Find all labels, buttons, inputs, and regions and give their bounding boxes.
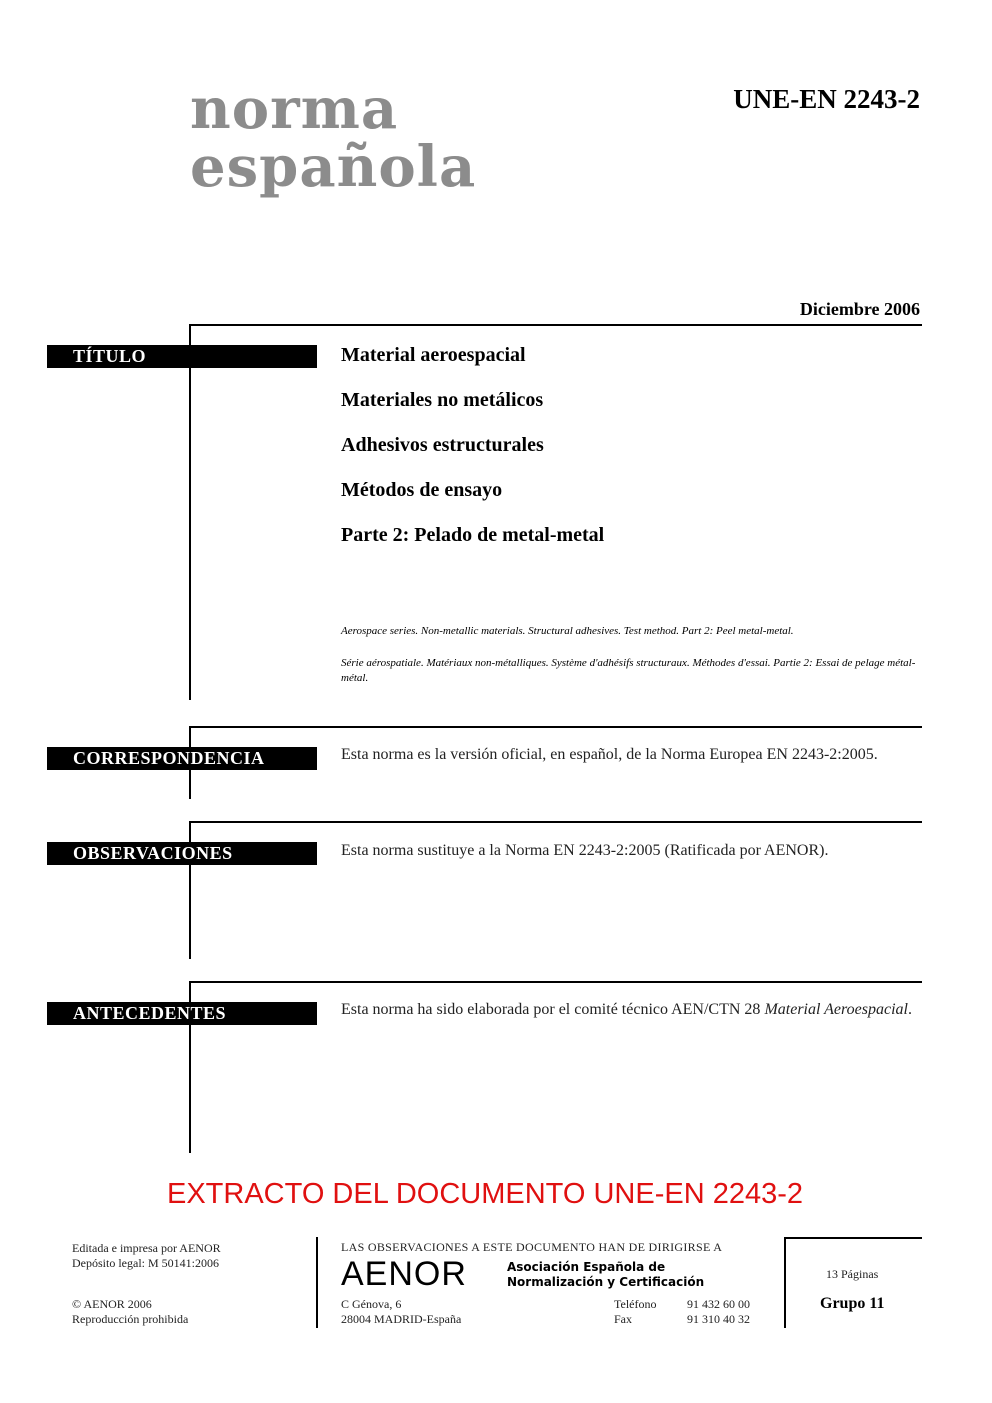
aenor-assoc-line-1: Asociación Española de — [507, 1260, 666, 1274]
french-title: Série aérospatiale. Matériaux non-métalliques. Système d'adhésifs structuraux. Méthodes d'essai. Partie 2: Essai de pelage métal-métal. — [341, 657, 916, 684]
norma-line-2: española — [190, 134, 477, 200]
antecedentes-top-rule — [189, 981, 922, 983]
aenor-association-name — [507, 1260, 704, 1290]
antecedentes-text-italic: Material Aeroespacial — [764, 1001, 908, 1018]
english-title: Aerospace series. Non-metallic materials. Structural adhesives. Test method. Part 2: Peel metal-metal. — [341, 625, 794, 637]
footer-edited: Editada e impresa por AENOR — [72, 1241, 221, 1255]
title-line-2: Materiales no metálicos — [341, 389, 544, 411]
footer-left-divider — [316, 1237, 318, 1328]
title-line-4: Métodos de ensayo — [341, 479, 503, 501]
observaciones-label: OBSERVACIONES — [47, 842, 317, 865]
correspondencia-top-rule — [189, 726, 922, 728]
footer-fax-label: Fax — [614, 1312, 632, 1326]
document-date: Diciembre 2006 — [799, 299, 920, 319]
aenor-assoc-line-2: Normalización y Certificación — [507, 1275, 705, 1289]
footer-phone-label: Teléfono — [614, 1297, 657, 1311]
title-line-5: Parte 2: Pelado de metal-metal — [341, 524, 605, 546]
titulo-left-rule — [189, 324, 191, 700]
antecedentes-label: ANTECEDENTES — [47, 1002, 317, 1025]
footer-copyright: © AENOR 2006 — [72, 1297, 152, 1311]
footer-address-line-1: C Génova, 6 — [341, 1297, 402, 1311]
footer-box-top-rule — [784, 1237, 922, 1239]
norma-line-1: norma — [190, 76, 399, 142]
aenor-logo: AENOR — [341, 1255, 467, 1293]
antecedentes-text-suffix: . — [907, 1001, 912, 1018]
titulo-label: TÍTULO — [47, 345, 317, 368]
footer-observations-header: LAS OBSERVACIONES A ESTE DOCUMENTO HAN DE DIRIGIRSE A — [341, 1240, 723, 1254]
footer-group: Grupo 11 — [820, 1295, 885, 1312]
antecedentes-text-prefix: Esta norma ha sido elaborada por el comité técnico AEN/CTN 28 — [341, 1001, 765, 1018]
correspondencia-label: CORRESPONDENCIA — [47, 747, 317, 770]
footer-box-left-rule — [784, 1237, 786, 1328]
footer-deposit: Depósito legal: M 50141:2006 — [72, 1256, 219, 1270]
observaciones-top-rule — [189, 821, 922, 823]
footer-reproduction: Reproducción prohibida — [72, 1312, 189, 1326]
footer-address-line-2: 28004 MADRID-España — [341, 1312, 462, 1326]
footer-fax: 91 310 40 32 — [687, 1312, 750, 1326]
title-line-1: Material aeroespacial — [341, 344, 526, 366]
document-code: UNE-EN 2243-2 — [733, 84, 920, 114]
correspondencia-text: Esta norma es la versión oficial, en español, de la Norma Europea EN 2243-2:2005. — [341, 746, 878, 763]
extract-notice: EXTRACTO DEL DOCUMENTO UNE-EN 2243-2 — [167, 1178, 803, 1210]
antecedentes-text — [341, 1001, 912, 1019]
title-line-3: Adhesivos estructurales — [341, 434, 544, 456]
titulo-top-rule — [189, 324, 922, 326]
observaciones-text: Esta norma sustituye a la Norma EN 2243-2:2005 (Ratificada por AENOR). — [341, 842, 829, 859]
footer-pages: 13 Páginas — [826, 1267, 879, 1281]
norma-espanola-heading — [190, 76, 477, 200]
footer-phone: 91 432 60 00 — [687, 1297, 750, 1311]
